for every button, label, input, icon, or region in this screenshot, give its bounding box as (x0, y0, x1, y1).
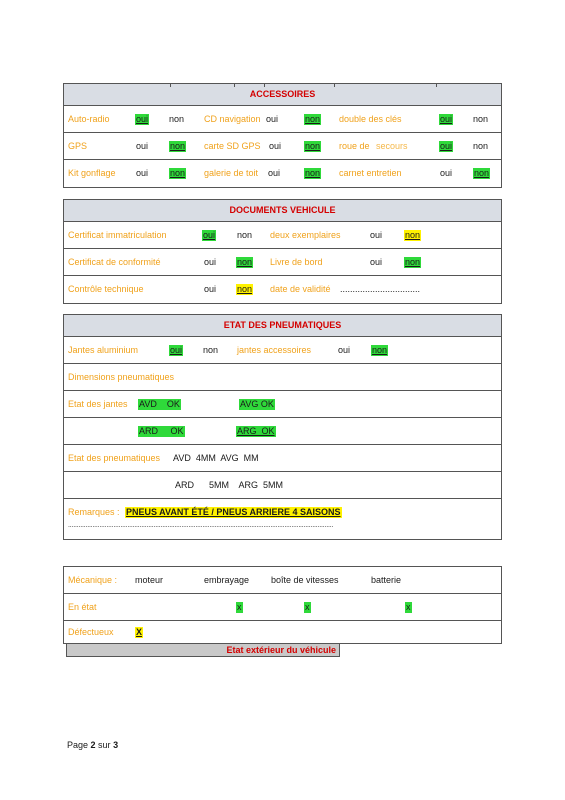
pneus-table (63, 314, 502, 540)
remarques-value: PNEUS AVANT ÉTÉ / PNEUS ARRIERE 4 SAISONS (126, 507, 341, 517)
option-non: non (170, 168, 186, 178)
jante-avd: AVD OK (139, 399, 180, 409)
option-oui: oui (203, 230, 216, 240)
table-row (64, 222, 501, 249)
option-non: non (405, 257, 421, 267)
option-oui: oui (440, 168, 453, 178)
mark-embrayage: x (237, 602, 242, 612)
row-label: Certificat de conformité (68, 257, 161, 267)
option-oui: oui (204, 284, 217, 294)
row-label: galerie de toit (204, 168, 259, 178)
row-label: Défectueux (68, 627, 114, 637)
page-mid: sur (95, 740, 114, 750)
row-label: Certificat immatriculation (68, 230, 167, 240)
row-label: double des clés (339, 114, 402, 124)
pneus-avant: AVD 4MM AVG MM (173, 453, 259, 463)
option-non: non (237, 284, 253, 294)
option-non: non (170, 141, 186, 151)
table-row (64, 133, 501, 160)
table-row (64, 364, 501, 391)
option-non: non (305, 141, 321, 151)
accessoires-table (63, 83, 502, 188)
option-non: non (169, 114, 185, 124)
table-row (64, 472, 501, 499)
table-row (64, 418, 501, 445)
row-label: En état (68, 602, 97, 612)
option-oui: oui (268, 168, 281, 178)
option-oui: oui (370, 230, 383, 240)
row-label: date de validité (270, 284, 331, 294)
date-dots: ................................ (340, 284, 421, 294)
table-row (64, 391, 501, 418)
jante-arg: ARG OK (237, 426, 275, 436)
table-row (64, 621, 501, 643)
row-label: Mécanique : (68, 575, 118, 585)
option-non: non (203, 345, 219, 355)
row-label: Contrôle technique (68, 284, 144, 294)
jante-ard: ARD OK (139, 426, 184, 436)
row-label: Auto-radio (68, 114, 110, 124)
option-oui: oui (136, 141, 149, 151)
option-oui: oui (338, 345, 351, 355)
table-row (64, 276, 501, 303)
page-footer (67, 740, 118, 750)
accessoires-title: ACCESSOIRES (64, 84, 501, 106)
option-oui: oui (170, 345, 183, 355)
col-moteur: moteur (135, 575, 164, 585)
option-oui: oui (204, 257, 217, 267)
pneus-title: ETAT DES PNEUMATIQUES (64, 315, 501, 337)
pneus-arriere: ARD 5MM ARG 5MM (175, 480, 284, 490)
option-non: non (474, 168, 490, 178)
option-oui: oui (136, 168, 149, 178)
table-row (64, 160, 501, 187)
table-row (64, 594, 501, 621)
option-oui: oui (440, 114, 453, 124)
row-label: Jantes aluminium (68, 345, 139, 355)
option-non: non (473, 114, 489, 124)
table-row (64, 249, 501, 276)
remarques-label: Remarques : (68, 507, 120, 517)
row-label: carnet entretien (339, 168, 402, 178)
jante-avg: AVG OK (240, 399, 274, 409)
row-label: deux exemplaires (270, 230, 341, 240)
row-label: carte SD GPS (204, 141, 261, 151)
mark-batterie: x (406, 602, 411, 612)
table-row (64, 445, 501, 472)
exterieur-title-text: Etat extérieur du véhicule (226, 645, 336, 655)
mark-boite: x (305, 602, 310, 612)
col-boite: boîte de vitesses (271, 575, 339, 585)
option-non: non (305, 168, 321, 178)
mark-moteur: X (136, 627, 143, 637)
table-row (64, 499, 501, 539)
documents-title: DOCUMENTS VEHICULE (64, 200, 501, 222)
option-non: non (473, 141, 489, 151)
exterieur-title (66, 643, 340, 657)
option-non: non (405, 230, 421, 240)
option-oui: oui (266, 114, 279, 124)
option-non: non (237, 230, 253, 240)
row-label: secours (376, 141, 408, 151)
option-non: non (372, 345, 388, 355)
table-row (64, 106, 501, 133)
col-embrayage: embrayage (204, 575, 250, 585)
row-label: Etat des jantes (68, 399, 128, 409)
option-non: non (305, 114, 321, 124)
row-label: Dimensions pneumatiques (68, 372, 175, 382)
option-oui: oui (440, 141, 453, 151)
row-label: GPS (68, 141, 88, 151)
row-label: jantes accessoires (237, 345, 312, 355)
option-oui: oui (269, 141, 282, 151)
table-row (64, 567, 501, 594)
row-label: CD navigation (204, 114, 261, 124)
page-total: 3 (113, 740, 119, 750)
option-oui: oui (370, 257, 383, 267)
mecanique-table (63, 566, 502, 644)
table-row (64, 337, 501, 364)
col-batterie: batterie (371, 575, 402, 585)
row-label: Etat des pneumatiques (68, 453, 161, 463)
option-non: non (237, 257, 253, 267)
row-label: Kit gonflage (68, 168, 116, 178)
page-prefix: Page (67, 740, 91, 750)
row-label: roue de (339, 141, 370, 151)
row-label: Livre de bord (270, 257, 323, 267)
remarques-dots: ........................................................................................................................................................ (68, 522, 334, 529)
page-number: 2 (90, 740, 96, 750)
option-oui: oui (136, 114, 149, 124)
documents-table (63, 199, 502, 304)
